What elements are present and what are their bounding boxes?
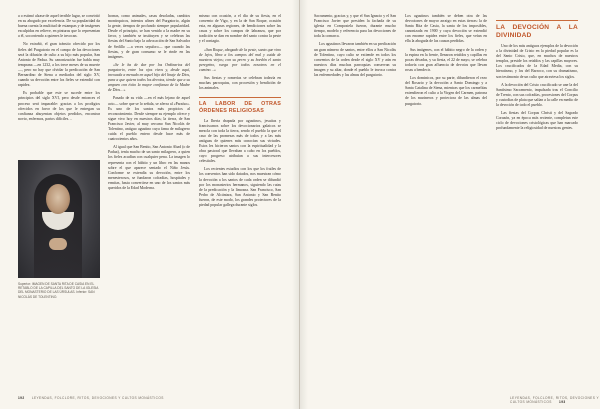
right-folio bbox=[510, 396, 600, 404]
paragraph: Sus imágenes, con el hábito negro de la orden y la espina en la frente, llenaron retablos y capillas en pocas décadas, y su fiesta, el 22 de mayo, se celebra todavía con gran afluencia de devotos que llevan rosas a bendecir. bbox=[405, 47, 487, 72]
paragraph: A la devoción del Cristo crucificado se une la del Santísimo Sacramento, impulsada tras el Concilio de Trento, con sus cofradías, procesiones del Corpus y custodias de plata que salían a la calle en medio de la devoción de todo el pueblo. bbox=[496, 82, 578, 108]
paragraph: Sacramento, gracias y, y que el San Ignacio y el San Francisco Javier que presiden la fachada de su iglesia en Compostela fueron, durante mucho tiempo, modelo y referencia para las devociones de toda la comarca. bbox=[314, 14, 396, 39]
left-folio bbox=[18, 396, 164, 400]
paragraph: Sus fiestas y romerías se celebran todavía en muchas parroquias, con procesión y bendición de los animales. bbox=[199, 76, 281, 91]
running-title: LEYENDAS, FOLCLORE, RITOS, DEVOCIONES Y CULTOS MONÁSTICOS bbox=[31, 396, 164, 400]
paragraph: Es probable que este se sucede entre los principios del siglo XVI, pero desde entonces el proceso será imparable: gracias a los prodigios ofrecidos en favor de los que le entregan su confianza ahuyentan objetos perdidos, encontrar novio, enfermos, partos difíciles… bbox=[18, 91, 100, 121]
paragraph: La Iberia drapada por agustinos, jesuitas y franciscanos sobre los devocionarios galaicos se mezcla con toda la tierra, sendo el pueblo la que el caso de las promesas más de todos y a las más antiguas de quienes más conocían sus virtudes. Estos les hicieron santos con la espiritualidad y la obra pastoral que llevaban a cabo en los pueblos, cuyo progreso atribuían a sus intercesores celestiales. bbox=[199, 118, 281, 164]
quote-paragraph: «San Roque, abogado de la peste, santo que vino de lejos, libra a los campos del mal y cuida de nuestros viejos; con su perro y su bordón el santo peregrino, ruega por todos nosotros en el camino…» bbox=[199, 47, 281, 72]
running-title: LEYENDAS, FOLCLORE, RITOS, DEVOCIONES Y CULTOS MONÁSTICOS bbox=[510, 396, 599, 404]
page-number: 192 bbox=[18, 396, 25, 400]
paragraph: hornas, como animales, casas desoladas, cambios monárquicos, intentos afines del Purgatorio, algún la gente, tiempos de profundo siempre popularidad. Desde el principio, se han venido a la madre en su favor, y también se instituyen y se celebran las fiestas del Santo bajo la advocación de San Salvador de Sedillo —a veces sepulcro— que cuando las fiestas, y de gran consumo se le rinde en las imágenes. bbox=[108, 14, 190, 59]
paragraph: Pasado de su vida —en el más lejano de aquel acto— sobre que se lo señala, se aferra al «Paraíso». Es uno de los santos más propicios al reconocimiento. Desde siempre su ejemplo ofrece y sigue vivo hoy en nuestros días; la tierra, de San Francisco Javier, al muy cercano San Nicolás de Tolentino, antiguo agustino cuya fama de milagrero cuida el pueblo entero desde hace más de cuatrocientos años. bbox=[108, 96, 190, 142]
face-shape bbox=[46, 184, 70, 214]
hands-shape bbox=[49, 238, 67, 250]
quote-paragraph: «Se le ha de dar por los Ordinarios del purgatorio, entre los ojos vivos y, desde aquí, invocada a menudo en aquel hijo del linaje de Dios, para a que quiera todos los devotos, tiende que a su amparo con éxito la mayor confianza de la Madre de Dios…» bbox=[108, 62, 190, 93]
page-number: 193 bbox=[559, 400, 566, 404]
paragraph: a o estimó alzase de aquel terrible lugar, se convirtió en su abogado por excelencia. De su popularidad da buena cuenta la multitud de estampas y de imágenes esculpidas en relieve, en pinturas que lo representan a él, socorriendo a quienes le invocan. bbox=[18, 14, 100, 39]
paragraph: Uno de los más antiguos ejemplos de la devoción a la divinidad de Cristo en la piedad popular es la del Santo Cristo, que, en muchos de nuestros templos, preside los retablos y las capillas mayores. Los crucificados de la Edad Media, con su hieratismo, y los del Barroco, con su dramatismo, son testimonio de un culto que atraviesa los siglos. bbox=[496, 44, 578, 79]
paragraph: Los dominicos, por su parte, difundieron el rezo del Rosario y la devoción a Santo Domingo y a Santa Catalina de Siena, mientras que los carmelitas extendieron el culto a la Virgen del Carmen, patrona de los marineros y protectora de las almas del purgatorio. bbox=[405, 76, 487, 106]
santa-rita-photo bbox=[18, 160, 100, 278]
right-column-1 bbox=[314, 14, 396, 389]
paragraph: mismo con ocasión, a el día de su fiesta, en el convento de Vigo, y en la de San Roque, ocasión esta, en algunas regiones, de bendiciones sobre las casas y sobre los campos de labranza, que por tradición se dan en nombre del santo contra la peste y el contagio. bbox=[199, 14, 281, 44]
section-heading: LA DEVOCIÓN A LA DIVINIDAD bbox=[496, 20, 578, 40]
photo-caption: Superior: IMAGEN DE SANTA RITA DE CASIA EN EL RETABLO DE LA CAPILLA DEL SANTO DE LA IGLESIA DEL MONASTERIO DE LAS ÚRSULAS. Inferior: SAN NICOLÁS DE TOLENTINO. bbox=[18, 282, 99, 299]
paragraph: Al igual que San Benito, San Antonio Abad (o de Padua), tenía mucho de un santo milagrero, a quien los fieles acudían con cualquier pena. La imagen lo representa con el hábito y un libro en las manos sobre el que aparece sentado el Niño Jesús. Conforme se extendía su devoción, entre los menesterosos, se fundaron cofradías, hospitales y ermitas, hasta convertirse en uno de los santos más queridos de la Edad Moderna. bbox=[108, 145, 190, 190]
paragraph: Los agustinos también se deben otra de las devociones de mayor arraigo en estas tierras: la de Santa Rita de Casia, la santa de los imposibles, canonizada en 1900 y cuya devoción se extendió con enorme rapidez entre los fieles, que veían en ella la abogada de las causas perdidas. bbox=[405, 14, 487, 44]
section-heading: LA LABOR DE OTRAS ÓRDENES RELIGIOSAS bbox=[199, 97, 281, 114]
paragraph: Los recientes estudios con los que los frailes de los conventos han sido datados, nos muestran cómo la devoción a los santos de cada orden se difundió por los monasterios hermanos, siguiendo las rutas de la predicación y la limosna. San Francisco, San Pedro de Alcántara, San Antonio y San Benito fueron, de este modo, los grandes protectores de la piedad popular gallega durante siglos. bbox=[199, 167, 281, 207]
paragraph: Los agustinos llevaron también en su predicación un gran número de santos, entre ellos a San Nicolás de Tolentino, cuyo culto se extiende en todos los conventos de la orden desde el siglo XV y aún en nuestros días muchas parroquias conservan su imagen y su altar, donde el pueblo le invoca contra las enfermedades y las almas del purgatorio. bbox=[314, 42, 396, 78]
paragraph: No extrañó, el gran tránsito ofrecido por los fieles del Purgatorio en el campo de las devociones será la difusión de culto a su hijo más popular, San Antonio de Padua. Su canonización fue habla muy temprana —en 1232, a los trece meses de su muerte—, pero no hay que olvidar la predicación de San Bernardino de Siena a mediados del siglo XV, cuando su devoción entre los fieles se extendió con rapidez. bbox=[18, 42, 100, 88]
left-column-3 bbox=[199, 14, 281, 389]
right-column-3 bbox=[496, 14, 578, 389]
right-page bbox=[300, 0, 600, 409]
right-column-2 bbox=[405, 14, 487, 389]
paragraph: Las fiestas del Corpus Christi y del Sagrado Corazón, ya en época más reciente, completan este ciclo de devociones cristológicas que han marcado profundamente la religiosidad de nuestras gentes. bbox=[496, 111, 578, 131]
left-column-2 bbox=[108, 14, 190, 389]
